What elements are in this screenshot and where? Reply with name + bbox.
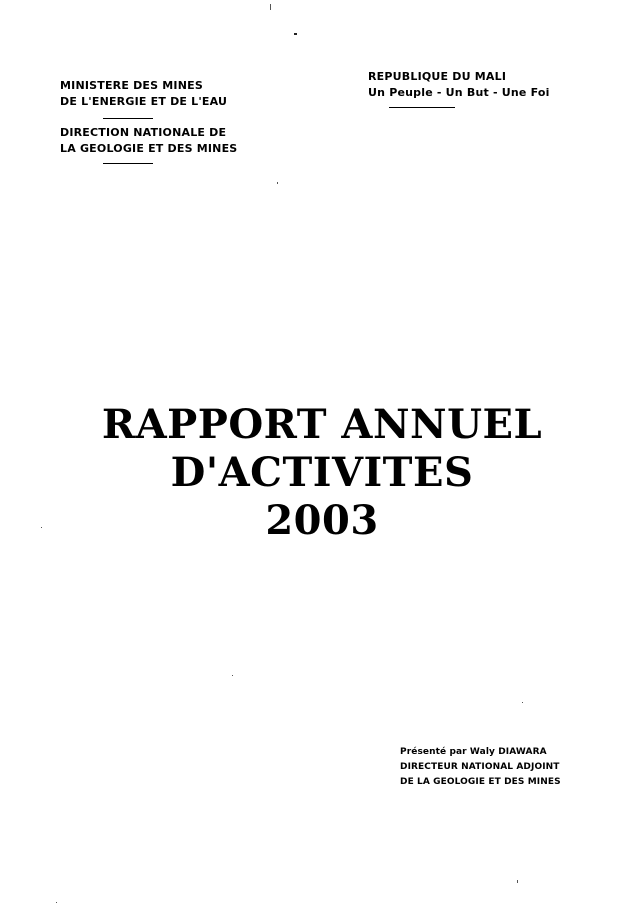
- direction-header: [60, 125, 237, 157]
- report-year: 2003: [265, 497, 379, 544]
- scan-speck: [294, 33, 297, 35]
- scan-speck: [517, 880, 518, 883]
- presenter-block: [400, 745, 561, 790]
- report-title-line-2: D'ACTIVITES: [170, 449, 474, 496]
- republic-motto: Un Peuple - Un But - Une Foi: [368, 86, 550, 99]
- scan-speck: [56, 902, 57, 903]
- republic-divider: [389, 107, 455, 108]
- presenter-role: DIRECTEUR NATIONAL ADJOINT: [400, 762, 560, 772]
- scan-speck: [41, 527, 42, 528]
- scan-speck: [232, 675, 233, 676]
- presenter-name: Présenté par Waly DIAWARA: [400, 747, 547, 757]
- direction-divider: [103, 163, 153, 164]
- ministry-line-1: MINISTERE DES MINES: [60, 79, 203, 92]
- republic-name: REPUBLIQUE DU MALI: [368, 70, 507, 83]
- scan-speck: [522, 702, 523, 703]
- ministry-divider: [103, 118, 153, 119]
- direction-line-2: LA GEOLOGIE ET DES MINES: [60, 142, 238, 155]
- presenter-department: DE LA GEOLOGIE ET DES MINES: [400, 777, 561, 787]
- republic-header: [368, 69, 550, 101]
- direction-line-1: DIRECTION NATIONALE DE: [60, 126, 227, 139]
- report-title-line-1: RAPPORT ANNUEL: [101, 401, 543, 448]
- scan-speck: [277, 182, 278, 184]
- scan-speck: [270, 4, 271, 10]
- ministry-line-2: DE L'ENERGIE ET DE L'EAU: [60, 95, 228, 108]
- ministry-header: [60, 78, 227, 110]
